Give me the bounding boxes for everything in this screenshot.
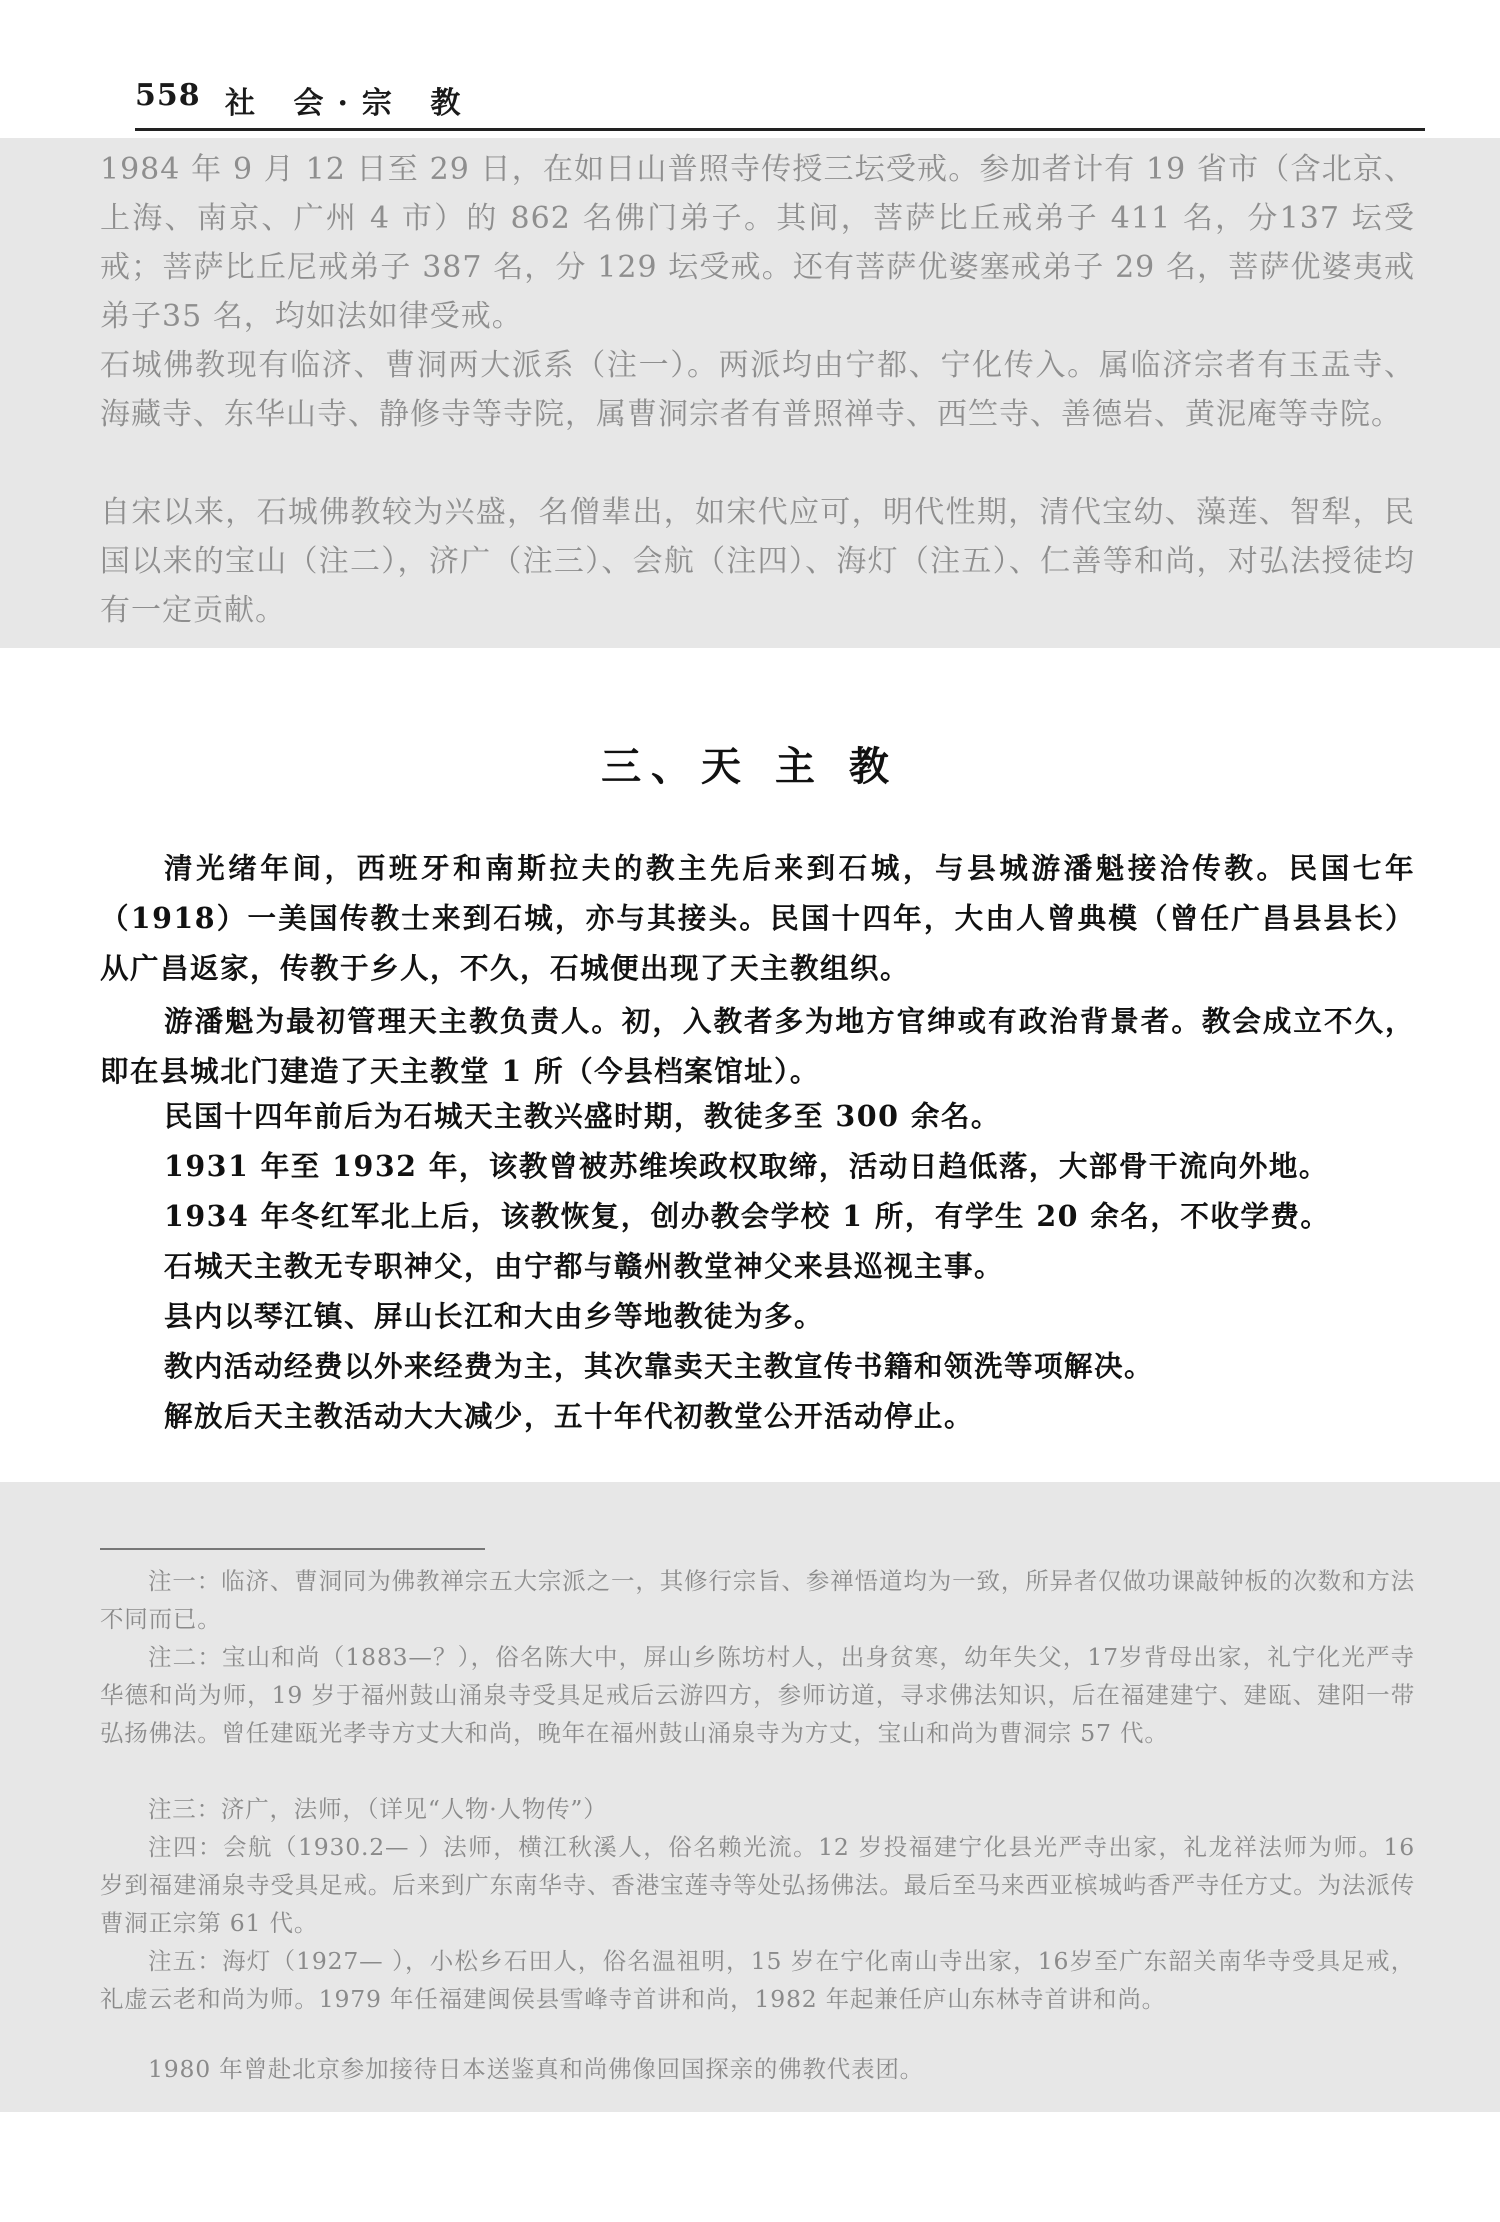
catholicism-paragraph: 解放后天主教活动大大减少，五十年代初教堂公开活动停止。 [164, 1399, 975, 1433]
catholicism-paragraph: 石城天主教无专职神父，由宁都与赣州教堂神父来县巡视主事。 [164, 1249, 1005, 1283]
footnote: 注五：海灯（1927— ），小松乡石田人，俗名温祖明，15 岁在宁化南山寺出家，16岁至广东韶关南华寺受具足戒，礼虚云老和尚为师。1979 年任福建闽侯县雪峰寺首讲和尚，1982 年起兼任庐山东林寺首讲和尚。 [100, 1947, 1415, 2013]
footnote: 注三：济广，法师，（详见“人物·人物传”） [148, 1795, 608, 1823]
buddhism-paragraph: 自宋以来，石城佛教较为兴盛，名僧辈出，如宋代应可，明代性期，清代宝幼、藻莲、智犁，民国以来的宝山（注二），济广（注三）、会航（注四）、海灯（注五）、仁善等和尚，对弘法授徒均有一定贡献。 [100, 495, 1415, 628]
footnote: 1980 年曾赴北京参加接待日本送鉴真和尚佛像回国探亲的佛教代表团。 [148, 2055, 924, 2083]
header-rule [135, 128, 1425, 131]
catholicism-paragraph: 县内以琴江镇、屏山长江和大由乡等地教徒为多。 [164, 1299, 825, 1333]
footnote: 注四：会航（1930.2— ）法师，横江秋溪人，俗名赖光流。12 岁投福建宁化县光严寺出家，礼龙祥法师为师。16 岁到福建涌泉寺受具足戒。后来到广东南华寺、香港宝莲寺等处弘扬佛法。最后至马来西亚槟城屿香严寺任方丈。为法派传曹洞正宗第 61 代。 [100, 1833, 1415, 1937]
buddhism-paragraph: 石城佛教现有临济、曹洞两大派系（注一）。两派均由宁都、宁化传入。属临济宗者有玉盂寺、海藏寺、东华山寺、静修寺等寺院，属曹洞宗者有普照禅寺、西竺寺、善德岩、黄泥庵等寺院。 [100, 348, 1415, 432]
footnote: 注一：临济、曹洞同为佛教禅宗五大宗派之一，其修行宗旨、参禅悟道均为一致，所异者仅做功课敲钟板的次数和方法不同而已。 [100, 1567, 1415, 1633]
running-title: 社 会·宗 教 [225, 86, 475, 121]
catholicism-paragraph: 教内活动经费以外来经费为主，其次靠卖天主教宣传书籍和领洗等项解决。 [164, 1349, 1155, 1383]
page-header [135, 72, 1425, 130]
catholicism-paragraph: 清光绪年间，西班牙和南斯拉夫的教主先后来到石城，与县城游潘魁接洽传教。民国七年（1918）一美国传教士来到石城，亦与其接头。民国十四年，大由人曾典模（曾任广昌县县长）从广昌返家，传教于乡人，不久，石城便出现了天主教组织。 [100, 851, 1415, 985]
catholicism-paragraph: 1934 年冬红军北上后，该教恢复，创办教会学校 1 所，有学生 20 余名，不收学费。 [164, 1199, 1331, 1233]
section-title: 三、天 主 教 [601, 743, 899, 790]
page-number: 558 [135, 78, 201, 113]
catholicism-paragraph: 民国十四年前后为石城天主教兴盛时期，教徒多至 300 余名。 [164, 1099, 1001, 1133]
catholicism-paragraph: 游潘魁为最初管理天主教负责人。初，入教者多为地方官绅或有政治背景者。教会成立不久，即在县城北门建造了天主教堂 1 所（今县档案馆址）。 [100, 1004, 1415, 1088]
footnote-rule [100, 1548, 485, 1550]
buddhism-paragraph: 1984 年 9 月 12 日至 29 日，在如日山普照寺传授三坛受戒。参加者计有 19 省市（含北京、上海、南京、广州 4 市）的 862 名佛门弟子。其间，菩萨比丘戒弟子 411 名，分137 坛受戒；菩萨比丘尼戒弟子 387 名，分 129 坛受戒。还有菩萨优婆塞戒弟子 29 名，菩萨优婆夷戒弟子35 名，均如法如律受戒。 [100, 152, 1415, 334]
footnote: 注二：宝山和尚（1883—？），俗名陈大中，屏山乡陈坊村人，出身贫寒，幼年失父，17岁背母出家，礼宁化光严寺华德和尚为师，19 岁于福州鼓山涌泉寺受具足戒后云游四方，参师访道，寻求佛法知识，后在福建建宁、建瓯、建阳一带弘扬佛法。曾任建瓯光孝寺方丈大和尚，晚年在福州鼓山涌泉寺为方丈，宝山和尚为曹洞宗 57 代。 [100, 1643, 1415, 1747]
catholicism-paragraph: 1931 年至 1932 年，该教曾被苏维埃政权取缔，活动日趋低落，大部骨干流向外地。 [164, 1149, 1329, 1183]
